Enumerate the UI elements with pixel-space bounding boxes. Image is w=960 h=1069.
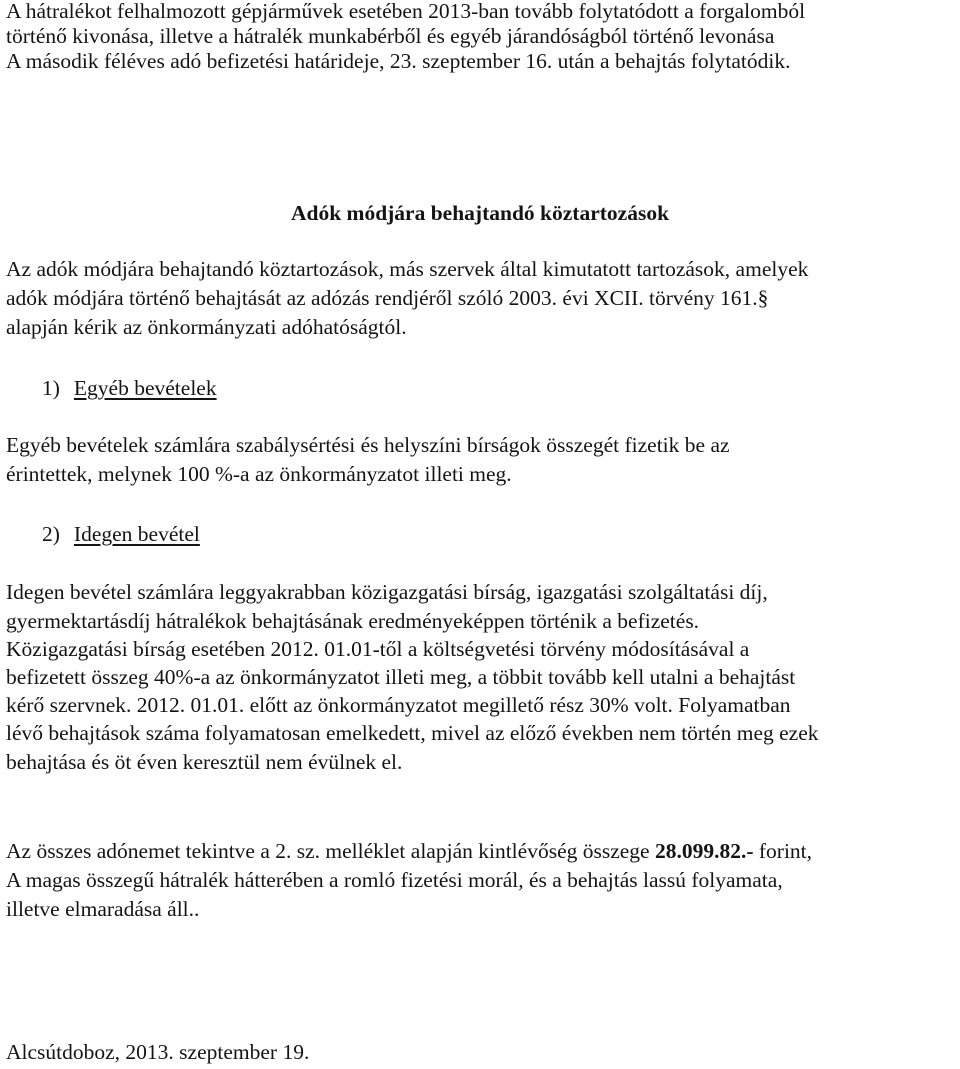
- item-2-line-3: Közigazgatási bírság esetében 2012. 01.01-től a költségvetési törvény módosításával a: [6, 637, 750, 661]
- section-para-line-2: adók módjára történő behajtását az adózás rendjéről szóló 2003. évi XCII. törvény 161.§: [6, 286, 769, 310]
- section-para-line-1: Az adók módjára behajtandó köztartozások, más szervek által kimutatott tartozások, amelyek: [6, 257, 809, 281]
- item-1-number: 1): [42, 376, 60, 400]
- item-1-heading: [42, 375, 217, 402]
- summary-line-1-post: forint,: [753, 839, 813, 863]
- item-2-label: Idegen bevétel: [73, 522, 200, 546]
- summary-line-1: [6, 838, 954, 865]
- item-2-number: 2): [42, 522, 60, 546]
- summary-line-3: illetve elmaradása áll..: [6, 897, 200, 921]
- item-2-heading: [42, 521, 200, 548]
- item-1-line-2: érintettek, melynek 100 %-a az önkormányzatot illeti meg.: [6, 462, 512, 486]
- section-para-line-3: alapján kérik az önkormányzati adóhatóságtól.: [6, 315, 407, 339]
- item-2-line-2: gyermektartásdíj hátralékok behajtásának eredményeképpen történik a befizetés.: [6, 609, 700, 633]
- intro-line-3: A második féléves adó befizetési határideje, 23. szeptember 16. után a behajtás folytatódik.: [6, 49, 791, 73]
- item-2-line-4: befizetett összeg 40%-a az önkormányzatot illeti meg, a többit tovább kell utalni a behajtást: [6, 665, 796, 689]
- intro-line-1: A hátralékot felhalmozott gépjárművek esetében 2013-ban tovább folytatódott a forgalomból: [6, 0, 806, 23]
- item-1-label: Egyéb bevételek: [73, 376, 217, 400]
- item-2-line-1: Idegen bevétel számlára leggyakrabban közigazgatási bírság, igazgatási szolgáltatási díj,: [6, 580, 768, 604]
- intro-line-2: történő kivonása, illetve a hátralék munkabérből és egyéb járandóságból történő levonása: [6, 24, 775, 48]
- item-1-line-1: Egyéb bevételek számlára szabálysértési és helyszíni bírságok összegét fizetik be az: [6, 433, 730, 457]
- signoff-place-date: Alcsútdoboz, 2013. szeptember 19.: [6, 1040, 310, 1064]
- summary-line-2: A magas összegű hátralék hátterében a romló fizetési morál, és a behajtás lassú folyamata,: [6, 868, 783, 892]
- summary-line-1-pre: Az összes adónemet tekintve a 2. sz. melléklet alapján kintlévőség összege: [6, 839, 655, 863]
- item-2-line-7: behajtása és öt éven keresztül nem évülnek el.: [6, 750, 403, 774]
- section-title: Adók módjára behajtandó köztartozások: [290, 201, 670, 225]
- summary-amount: 28.099.82.-: [654, 839, 754, 863]
- item-2-line-6: lévő behajtások száma folyamatosan emelkedett, mivel az előző években nem történ meg ezek: [6, 721, 819, 745]
- item-2-line-5: kérő szervnek. 2012. 01.01. előtt az önkormányzatot megillető rész 30% volt. Folyamatban: [6, 693, 791, 717]
